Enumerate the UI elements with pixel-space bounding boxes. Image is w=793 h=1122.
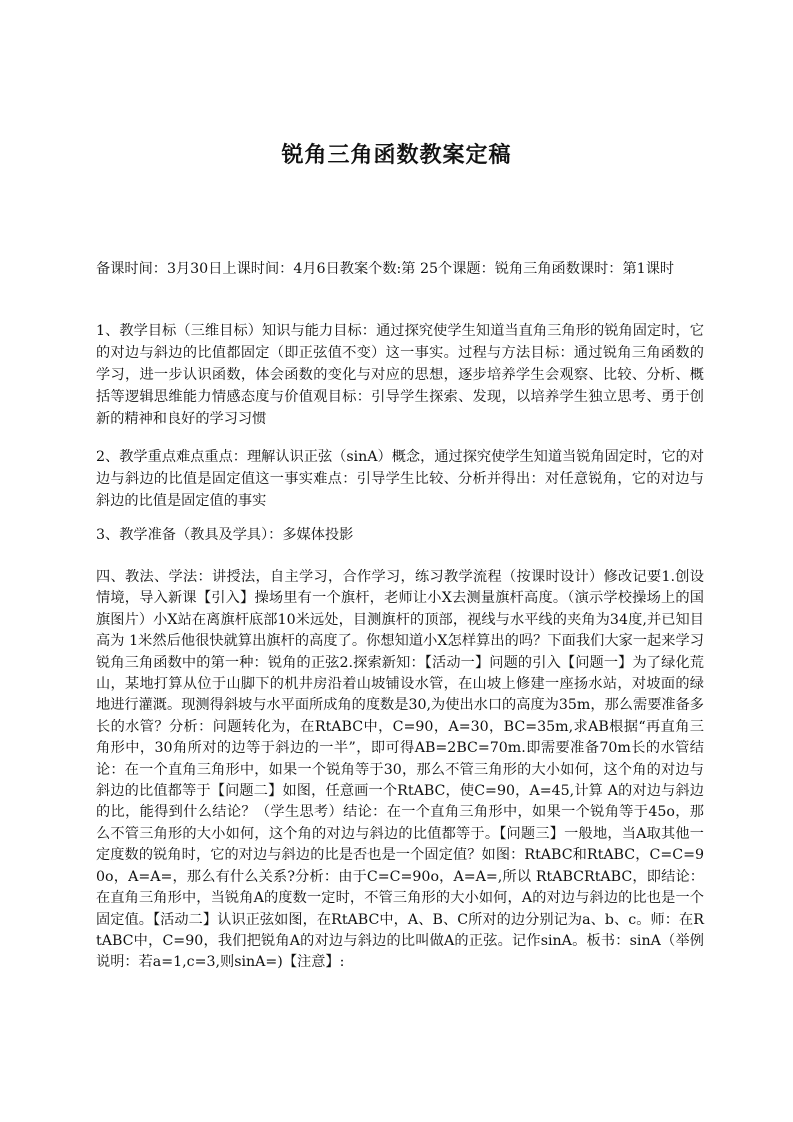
lesson-meta-paragraph: 备课时间：3月30日上课时间：4月6日教案个数:第 25个课题：锐角三角函数课时：第1课时 bbox=[96, 261, 675, 277]
key-points-paragraph: 2、教学重点难点重点：理解认识正弦（sinA）概念，通过探究使学生知道当锐角固定时，它的对边与斜边的比值是固定值这一事实难点：引导学生比较、分析并得出：对任意锐角，它的对边与斜边的比值是固定值的事实 bbox=[96, 449, 704, 509]
teaching-method-paragraph: 四、教法、学法：讲授法，自主学习，合作学习，练习教学流程（按课时设计）修改记要1.创设情境，导入新课【引入】操场里有一个旗杆，老师让小X去测量旗杆高度。（演示学校操场上的国旗图片）小X站在离旗杆底部10米远处，目测旗杆的顶部，视线与水平线的夹角为34度,并已知目高为 1米然后他很快就算出旗杆的高度了。你想知道小X怎样算出的吗？下面我们大家一起来学习锐角三角函数中的第一种：锐角的正弦2.探索新知：【活动一】问题的引入【问题一】为了绿化荒山，某地打算从位于山脚下的机井房沿着山坡铺设水管，在山坡上修建一座扬水站，对坡面的绿地进行灌溉。现测得斜坡与水平面所成角的度数是30,为使出水口的高度为35m，那么需要准备多长的水管？分析：问题转化为，在RtABC中，C=90，A=30，BC=35m,求AB根据“再直角三角形中，30角所对的边等于斜边的一半”，即可得AB=2BC=70m.即需要准备70m长的水管结论：在一个直角三角形中，如果一个锐角等于30，那么不管三角形的大小如何，这个角的对边与斜边的比值都等于【问题二】如图，任意画一个RtABC，使C=90，A=45,计算 A的对边与斜边的比，能得到什么结论？（学生思考）结论：在一个直角三角形中，如果一个锐角等于45o，那么不管三角形的大小如何，这个角的对边与斜边的比值都等于。【问题三】一般地，当A取其他一定度数的锐角时，它的对边与斜边的比是否也是一个固定值？如图：RtABC和RtABC，C=C=90o，A=A=，那么有什么关系?分析：由于C=C=90o，A=A=,所以 RtABCRtABC，即结论：在直角三角形中，当锐角A的度数一定时，不管三角形的大小如何，A的对边与斜边的比也是一个固定值。【活动二】认识正弦如图，在RtABC中，A、B、C所对的边分别记为a、b、c。师：在RtABC中，C=90，我们把锐角A的对边与斜边的比叫做A的正弦。记作sinA。板书：sinA（举例说明：若a=1,c=3,则sinA=)【注意】: bbox=[96, 569, 704, 971]
preparation-paragraph: 3、教学准备（教具及学具）：多媒体投影 bbox=[96, 527, 354, 543]
document-title: 锐角三角函数教案定稿 bbox=[281, 143, 512, 168]
teaching-goals-paragraph: 1、教学目标（三维目标）知识与能力目标：通过探究使学生知道当直角三角形的锐角固定时，它的对边与斜边的比值都固定（即正弦值不变）这一事实。过程与方法目标：通过锐角三角函数的学习，进一步认识函数，体会函数的变化与对应的思想，逐步培养学生会观察、比较、分析、概括等逻辑思维能力情感态度与价值观目标：引导学生探索、发现，以培养学生独立思考、勇于创新的精神和良好的学习习惯 bbox=[96, 323, 704, 427]
